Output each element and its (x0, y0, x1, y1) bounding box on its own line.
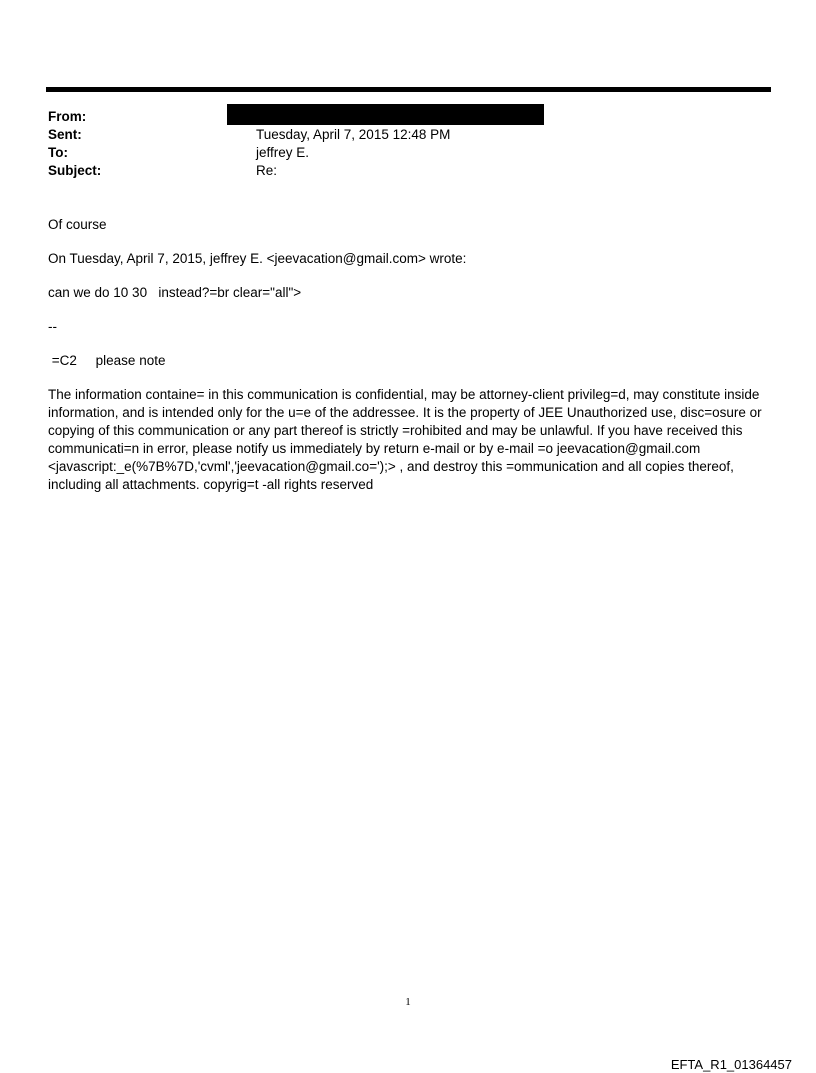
reply-text: Of course (48, 217, 107, 232)
subject-row (48, 162, 768, 180)
confidentiality-disclaimer: The information containe= in this communication is confidential, may be attorney-client privileg=d, may constitute inside information, and is intended only for the u=e of the addressee. It is the property of JEE Unauthorized use, disc=osure or copying of this communication or any part thereof is strictly =rohibited and may be unlawful. If you have received this communicati=n in error, please notify us immediately by return e-mail or by e-mail =o jeevacation@gmail.com <javascript:_e(%7B%7D,'cvml','jeevacation@gmail.co=');> , and destroy this =ommunication and all copies thereof, including all attachments. copyrig=t -all rights reserved (48, 387, 766, 492)
redaction-bar (227, 104, 544, 125)
header-rule (46, 87, 771, 92)
subject-value: Re: (256, 163, 278, 178)
to-label: To: (48, 145, 68, 160)
document-id: EFTA_R1_01364457 (670, 1057, 792, 1072)
signature-separator: -- (48, 319, 57, 334)
to-value: jeffrey E. (256, 145, 310, 160)
sent-label: Sent: (48, 127, 82, 142)
sent-row (48, 126, 768, 144)
quoted-message: can we do 10 30 instead?=br clear="all"> (48, 285, 302, 300)
note-line: =C2 please note (48, 353, 166, 368)
page-number: 1 (405, 996, 411, 1008)
email-body (48, 216, 778, 494)
sent-value: Tuesday, April 7, 2015 12:48 PM (256, 127, 451, 142)
subject-label: Subject: (48, 163, 102, 178)
quote-intro: On Tuesday, April 7, 2015, jeffrey E. <jeevacation@gmail.com> wrote: (48, 251, 467, 266)
to-row (48, 144, 768, 162)
from-label: From: (48, 109, 87, 124)
